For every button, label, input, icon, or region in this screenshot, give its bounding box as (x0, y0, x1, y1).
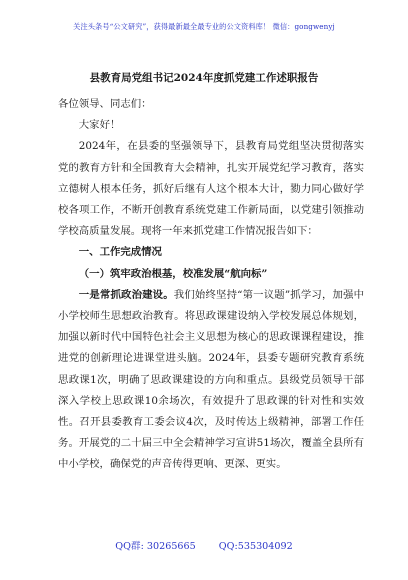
document-title: 县教育局党组书记2024年度抓党建工作述职报告 (89, 72, 319, 84)
header-banner: 关注头条号“公文研究”，获得最新最全最专业的公文资料库！ 微信：gongwenyj (73, 22, 335, 31)
section-heading: 一、工作完成情况 (78, 246, 162, 259)
footer-contact (0, 538, 408, 552)
document-body (58, 94, 364, 476)
body-paragraph (58, 285, 364, 476)
qq-number: QQ:535304092 (218, 541, 293, 552)
qq-group: QQ群: 30265665 (115, 541, 196, 552)
paragraph-text: 我们始终坚持“第一议题”抓学习，加强中小学校师生思想政治教育。将思政课建设纳入学校发展总体规划，加强以新时代中国特色社会主义思想为核心的思政课课程建设，推进党的创新理论进课堂进头脑。2024年，县委专题研究教育系统思政课1次，明确了思政课建设的方向和重点。县级党员领导干部深入学校上思政课10余场次，有效提升了思政课的针对性和实效性。召开县委教育工委会议4次，及时传达上级精神，部署工作任务。开展党的二十届三中全会精神学习宣讲51场次，覆盖全县所有中小学校，确保党的声音传得更响、更深、更实。 (58, 288, 365, 471)
paragraph-lead: 一是常抓政治建设。 (78, 288, 174, 301)
greeting: 大家好！ (78, 119, 121, 132)
subsection-heading: （一）筑牢政治根基，校准发展“航向标” (78, 267, 268, 280)
intro-paragraph: 2024年，在县委的坚强领导下，县教育局党组坚决贯彻落实党的教育方针和全国教育大会精神，扎实开展党纪学习教育，落实立德树人根本任务，抓好后继有人这个根本大计，勠力同心做好学校各项工作，不断开创教育系统党建工作新局面，以党建引领推动学校高质量发展。现将一年来抓党建工作情况报告如下： (58, 140, 364, 238)
salutation: 各位领导、同志们： (58, 98, 152, 110)
